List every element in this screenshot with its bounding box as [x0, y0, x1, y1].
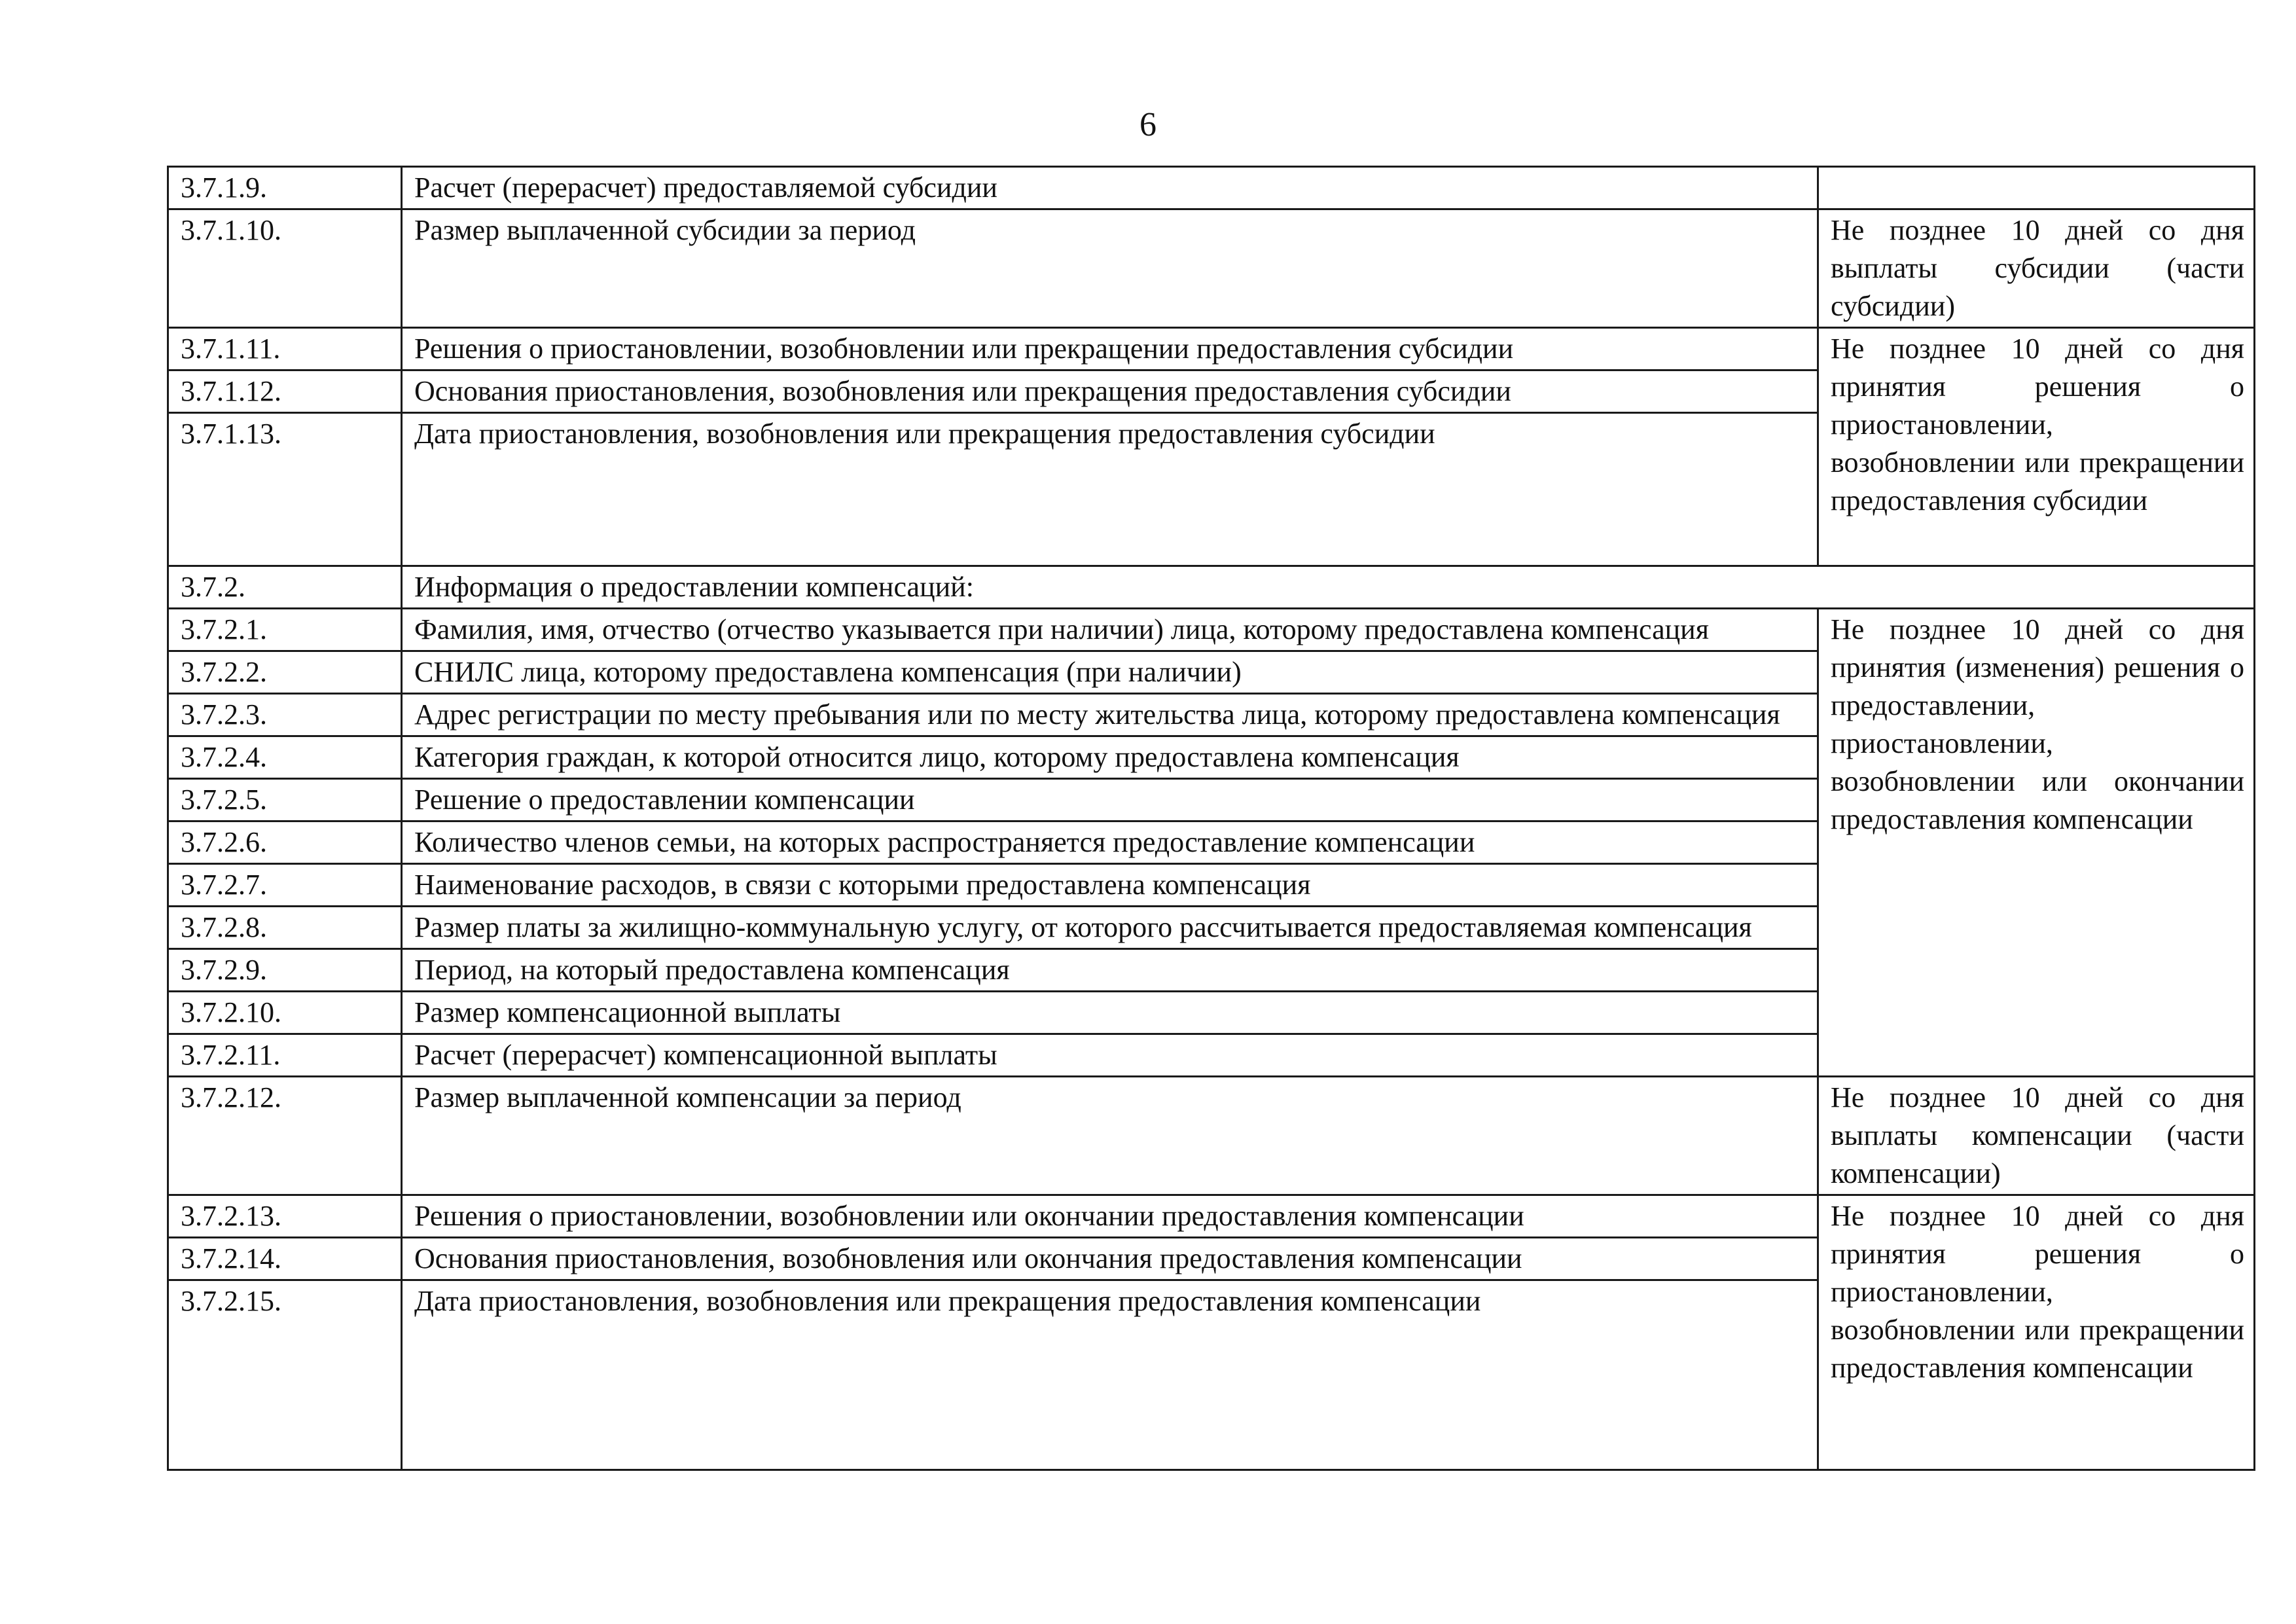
- item-number: 3.7.2.3.: [168, 694, 402, 736]
- item-description: Основания приостановления, возобновления или прекращения предоставления субсидии: [402, 370, 1818, 413]
- item-number: 3.7.1.11.: [168, 328, 402, 370]
- item-description: Расчет (перерасчет) компенсационной выплаты: [402, 1034, 1818, 1077]
- item-deadline: Не позднее 10 дней со дня принятия решения о приостановлении, возобновлении или прекращении предоставления субсидии: [1818, 328, 2255, 566]
- item-description: Количество членов семьи, на которых распространяется предоставление компенсации: [402, 821, 1818, 864]
- table-row: [168, 1195, 2255, 1238]
- table-row: [168, 609, 2255, 651]
- item-description: Размер выплаченной субсидии за период: [402, 209, 1818, 328]
- table-row: [168, 1077, 2255, 1195]
- item-deadline: Не позднее 10 дней со дня принятия (изменения) решения о предоставлении, приостановлении, возобновлении или окончании предоставления компенсации: [1818, 609, 2255, 1077]
- item-description: Размер компенсационной выплаты: [402, 992, 1818, 1034]
- item-description: СНИЛС лица, которому предоставлена компенсация (при наличии): [402, 651, 1818, 694]
- item-number: 3.7.2.4.: [168, 736, 402, 779]
- item-description: Наименование расходов, в связи с которыми предоставлена компенсация: [402, 864, 1818, 907]
- table-row: [168, 328, 2255, 370]
- item-number: 3.7.1.13.: [168, 413, 402, 566]
- item-number: 3.7.1.10.: [168, 209, 402, 328]
- item-number: 3.7.1.12.: [168, 370, 402, 413]
- item-number: 3.7.2.8.: [168, 907, 402, 949]
- section-heading: Информация о предоставлении компенсаций:: [402, 566, 2255, 609]
- item-description: Размер выплаченной компенсации за период: [402, 1077, 1818, 1195]
- item-description: Решение о предоставлении компенсации: [402, 779, 1818, 821]
- item-description: Дата приостановления, возобновления или прекращения предоставления субсидии: [402, 413, 1818, 566]
- item-number: 3.7.2.12.: [168, 1077, 402, 1195]
- item-deadline: Не позднее 10 дней со дня выплаты субсидии (части субсидии): [1818, 209, 2255, 328]
- item-deadline: [1818, 167, 2255, 209]
- table-row: [168, 209, 2255, 328]
- table-row: [168, 566, 2255, 609]
- item-description: Категория граждан, к которой относится лицо, которому предоставлена компенсация: [402, 736, 1818, 779]
- item-number: 3.7.2.6.: [168, 821, 402, 864]
- requirements-table: [167, 166, 2255, 1471]
- item-description: Расчет (перерасчет) предоставляемой субсидии: [402, 167, 1818, 209]
- item-number: 3.7.2.15.: [168, 1280, 402, 1470]
- item-deadline: Не позднее 10 дней со дня выплаты компенсации (части компенсации): [1818, 1077, 2255, 1195]
- item-number: 3.7.2.5.: [168, 779, 402, 821]
- item-number: 3.7.2.2.: [168, 651, 402, 694]
- item-description: Дата приостановления, возобновления или прекращения предоставления компенсации: [402, 1280, 1818, 1470]
- item-description: Решения о приостановлении, возобновлении или прекращении предоставления субсидии: [402, 328, 1818, 370]
- item-deadline: Не позднее 10 дней со дня принятия решения о приостановлении, возобновлении или прекращении предоставления компенсации: [1818, 1195, 2255, 1470]
- item-number: 3.7.2.14.: [168, 1238, 402, 1280]
- item-number: 3.7.2.11.: [168, 1034, 402, 1077]
- item-description: Период, на который предоставлена компенсация: [402, 949, 1818, 992]
- item-description: Основания приостановления, возобновления или окончания предоставления компенсации: [402, 1238, 1818, 1280]
- item-number: 3.7.2.7.: [168, 864, 402, 907]
- item-number: 3.7.1.9.: [168, 167, 402, 209]
- page-number: 6: [1139, 106, 1157, 143]
- item-description: Адрес регистрации по месту пребывания или по месту жительства лица, которому предоставлена компенсация: [402, 694, 1818, 736]
- item-description: Решения о приостановлении, возобновлении или окончании предоставления компенсации: [402, 1195, 1818, 1238]
- item-description: Фамилия, имя, отчество (отчество указывается при наличии) лица, которому предоставлена компенсация: [402, 609, 1818, 651]
- item-number: 3.7.2.: [168, 566, 402, 609]
- item-number: 3.7.2.1.: [168, 609, 402, 651]
- item-number: 3.7.2.13.: [168, 1195, 402, 1238]
- item-description: Размер платы за жилищно-коммунальную услугу, от которого рассчитывается предоставляемая компенсация: [402, 907, 1818, 949]
- table-row: [168, 167, 2255, 209]
- item-number: 3.7.2.10.: [168, 992, 402, 1034]
- item-number: 3.7.2.9.: [168, 949, 402, 992]
